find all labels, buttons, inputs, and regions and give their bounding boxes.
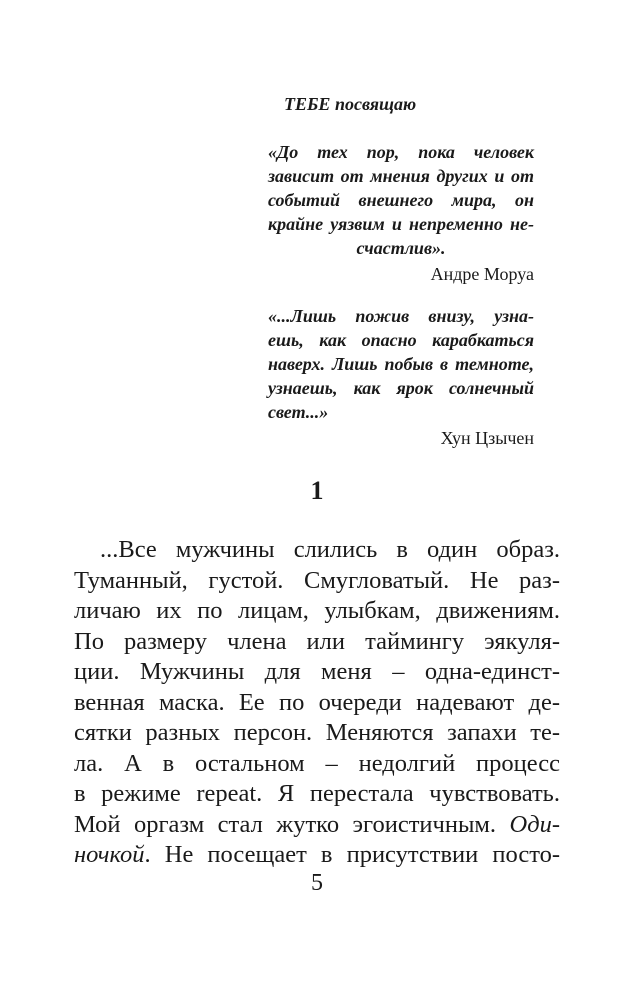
epigraph-author: Хун Цзычен [440, 428, 534, 448]
epigraph-line: «...Лишь пожив внизу, узна- [268, 306, 534, 326]
text-line: венная маска. Ее по очереди надевают де- [74, 688, 560, 716]
text-line: в режиме repeat. Я перестала чувствовать. [74, 780, 560, 807]
epigraph-maurois [268, 140, 534, 286]
epigraph-line: событий внешнего мира, он [268, 190, 534, 210]
epigraph-author: Андре Моруа [430, 264, 534, 284]
text-line: ...Все мужчины слились в один образ. [100, 536, 560, 563]
text-line: ла. А в остальном – недолгий процесс [74, 749, 560, 777]
text-line [74, 840, 560, 871]
text-segment: Мой оргазм стал жутко эгоистичным. [74, 810, 497, 838]
epigraph-line: счастлив». [356, 238, 446, 258]
text-line: личаю их по лицам, улыбкам, движениям. [74, 597, 560, 624]
epigraph-line: ешь, как опасно карабкаться [268, 330, 534, 350]
text-line: ции. Мужчины для меня – одна-единст- [74, 658, 560, 685]
italic-word: Оди- [509, 810, 560, 838]
page-number: 5 [311, 870, 323, 896]
epigraph-line: крайне уязвим и непременно не- [268, 214, 534, 234]
text-segment: . Не посещает в присутствии посто- [144, 841, 560, 868]
epigraph-line: «До тех пор, пока человек [268, 142, 534, 162]
text-line: По размеру члена или таймингу эякуля- [74, 627, 560, 655]
dedication: ТЕБЕ посвящаю [284, 94, 417, 114]
epigraph-line: зависит от мнения других и от [268, 166, 534, 186]
epigraph-line: узнаешь, как ярок солнечный [268, 378, 534, 398]
epigraph-hong-zicheng [268, 304, 534, 450]
text-line: сятки разных персон. Меняются запахи те- [74, 719, 560, 746]
body-text [74, 535, 560, 871]
text-line: Туманный, густой. Смугловатый. Не раз- [74, 566, 560, 594]
chapter-number: 1 [310, 476, 324, 505]
text-line [74, 810, 560, 841]
epigraph-line: наверх. Лишь побыв в темноте, [268, 354, 534, 374]
italic-word: ночкой [74, 841, 145, 868]
epigraph-line: свет...» [268, 402, 329, 422]
